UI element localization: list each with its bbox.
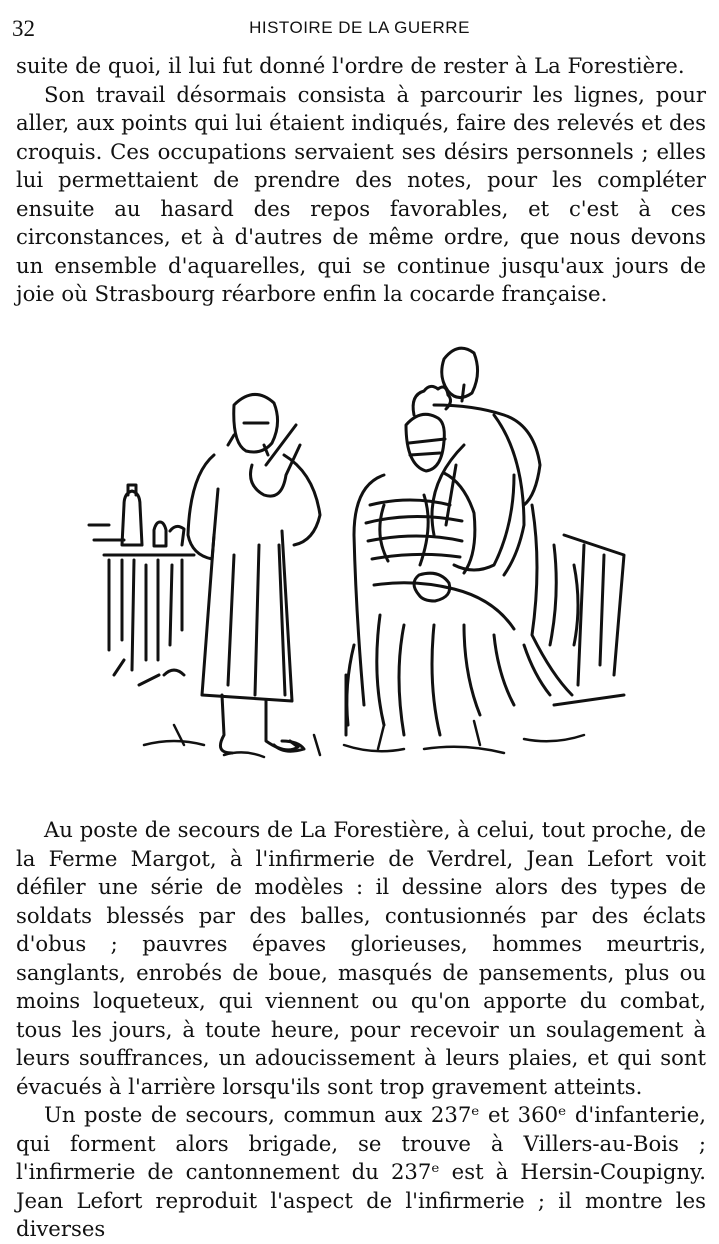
- running-head: HISTOIRE DE LA GUERRE: [249, 18, 470, 37]
- floor-scribbles: [144, 721, 584, 757]
- infirmary-sketch: [84, 345, 644, 785]
- bottles-shelf: [89, 485, 194, 685]
- page-number: 32: [12, 16, 35, 41]
- paragraph: Un poste de secours, commun aux 237ᵉ et 360ᵉ d'infanterie, qui forment alors brigade, se trouve à Villers-au-Bois ; l'infirmerie de cantonnement du 237ᵉ est à Hersin-Coupigny. Jean Lefort reproduit l'aspect de l'infirmerie ; il montre les diverses: [16, 1102, 706, 1241]
- text-block-bottom: [16, 816, 706, 1244]
- doctor-figure: [188, 394, 320, 753]
- orderly-figure: [432, 348, 578, 695]
- page-header: [12, 12, 707, 48]
- infirmary-sketch-illustration: [84, 345, 644, 785]
- wounded-soldier-figure: [346, 386, 550, 735]
- text-block-top: [16, 52, 706, 309]
- paragraph: suite de quoi, il lui fut donné l'ordre de rester à La Forestière.: [16, 53, 685, 78]
- paragraph: Au poste de secours de La Forestière, à celui, tout proche, de la Ferme Margot, à l'infirmerie de Verdrel, Jean Lefort voit défiler une série de modèles : il dessine alors des types de soldats blessés par des balles, contusionnés par des éclats d'obus ; pauvres épaves glorieuses, hommes meurtris, sanglants, enrobés de boue, masqués de pansements, plus ou moins loqueteux, qui viennent ou qu'on apporte du combat, tous les jours, à toute heure, pour recevoir un soulagement à leurs souffrances, un adoucissement à leurs plaies, et qui sont évacués à l'arrière lorsqu'ils sont trop gravement atteints.: [16, 817, 706, 1099]
- paragraph: Son travail désormais consista à parcourir les lignes, pour aller, aux points qui lui étaient indiqués, faire des relevés et des croquis. Ces occupations servaient ses désirs personnels ; elles lui permettaient de prendre des notes, pour les compléter ensuite au hasard des repos favorables, et c'est à ces circonstances, et à d'autres de même ordre, que nous devons un ensemble d'aquarelles, qui se continue jusqu'aux jours de joie où Strasbourg réarbore enfin la cocarde française.: [16, 81, 706, 306]
- bed-frame: [554, 535, 624, 705]
